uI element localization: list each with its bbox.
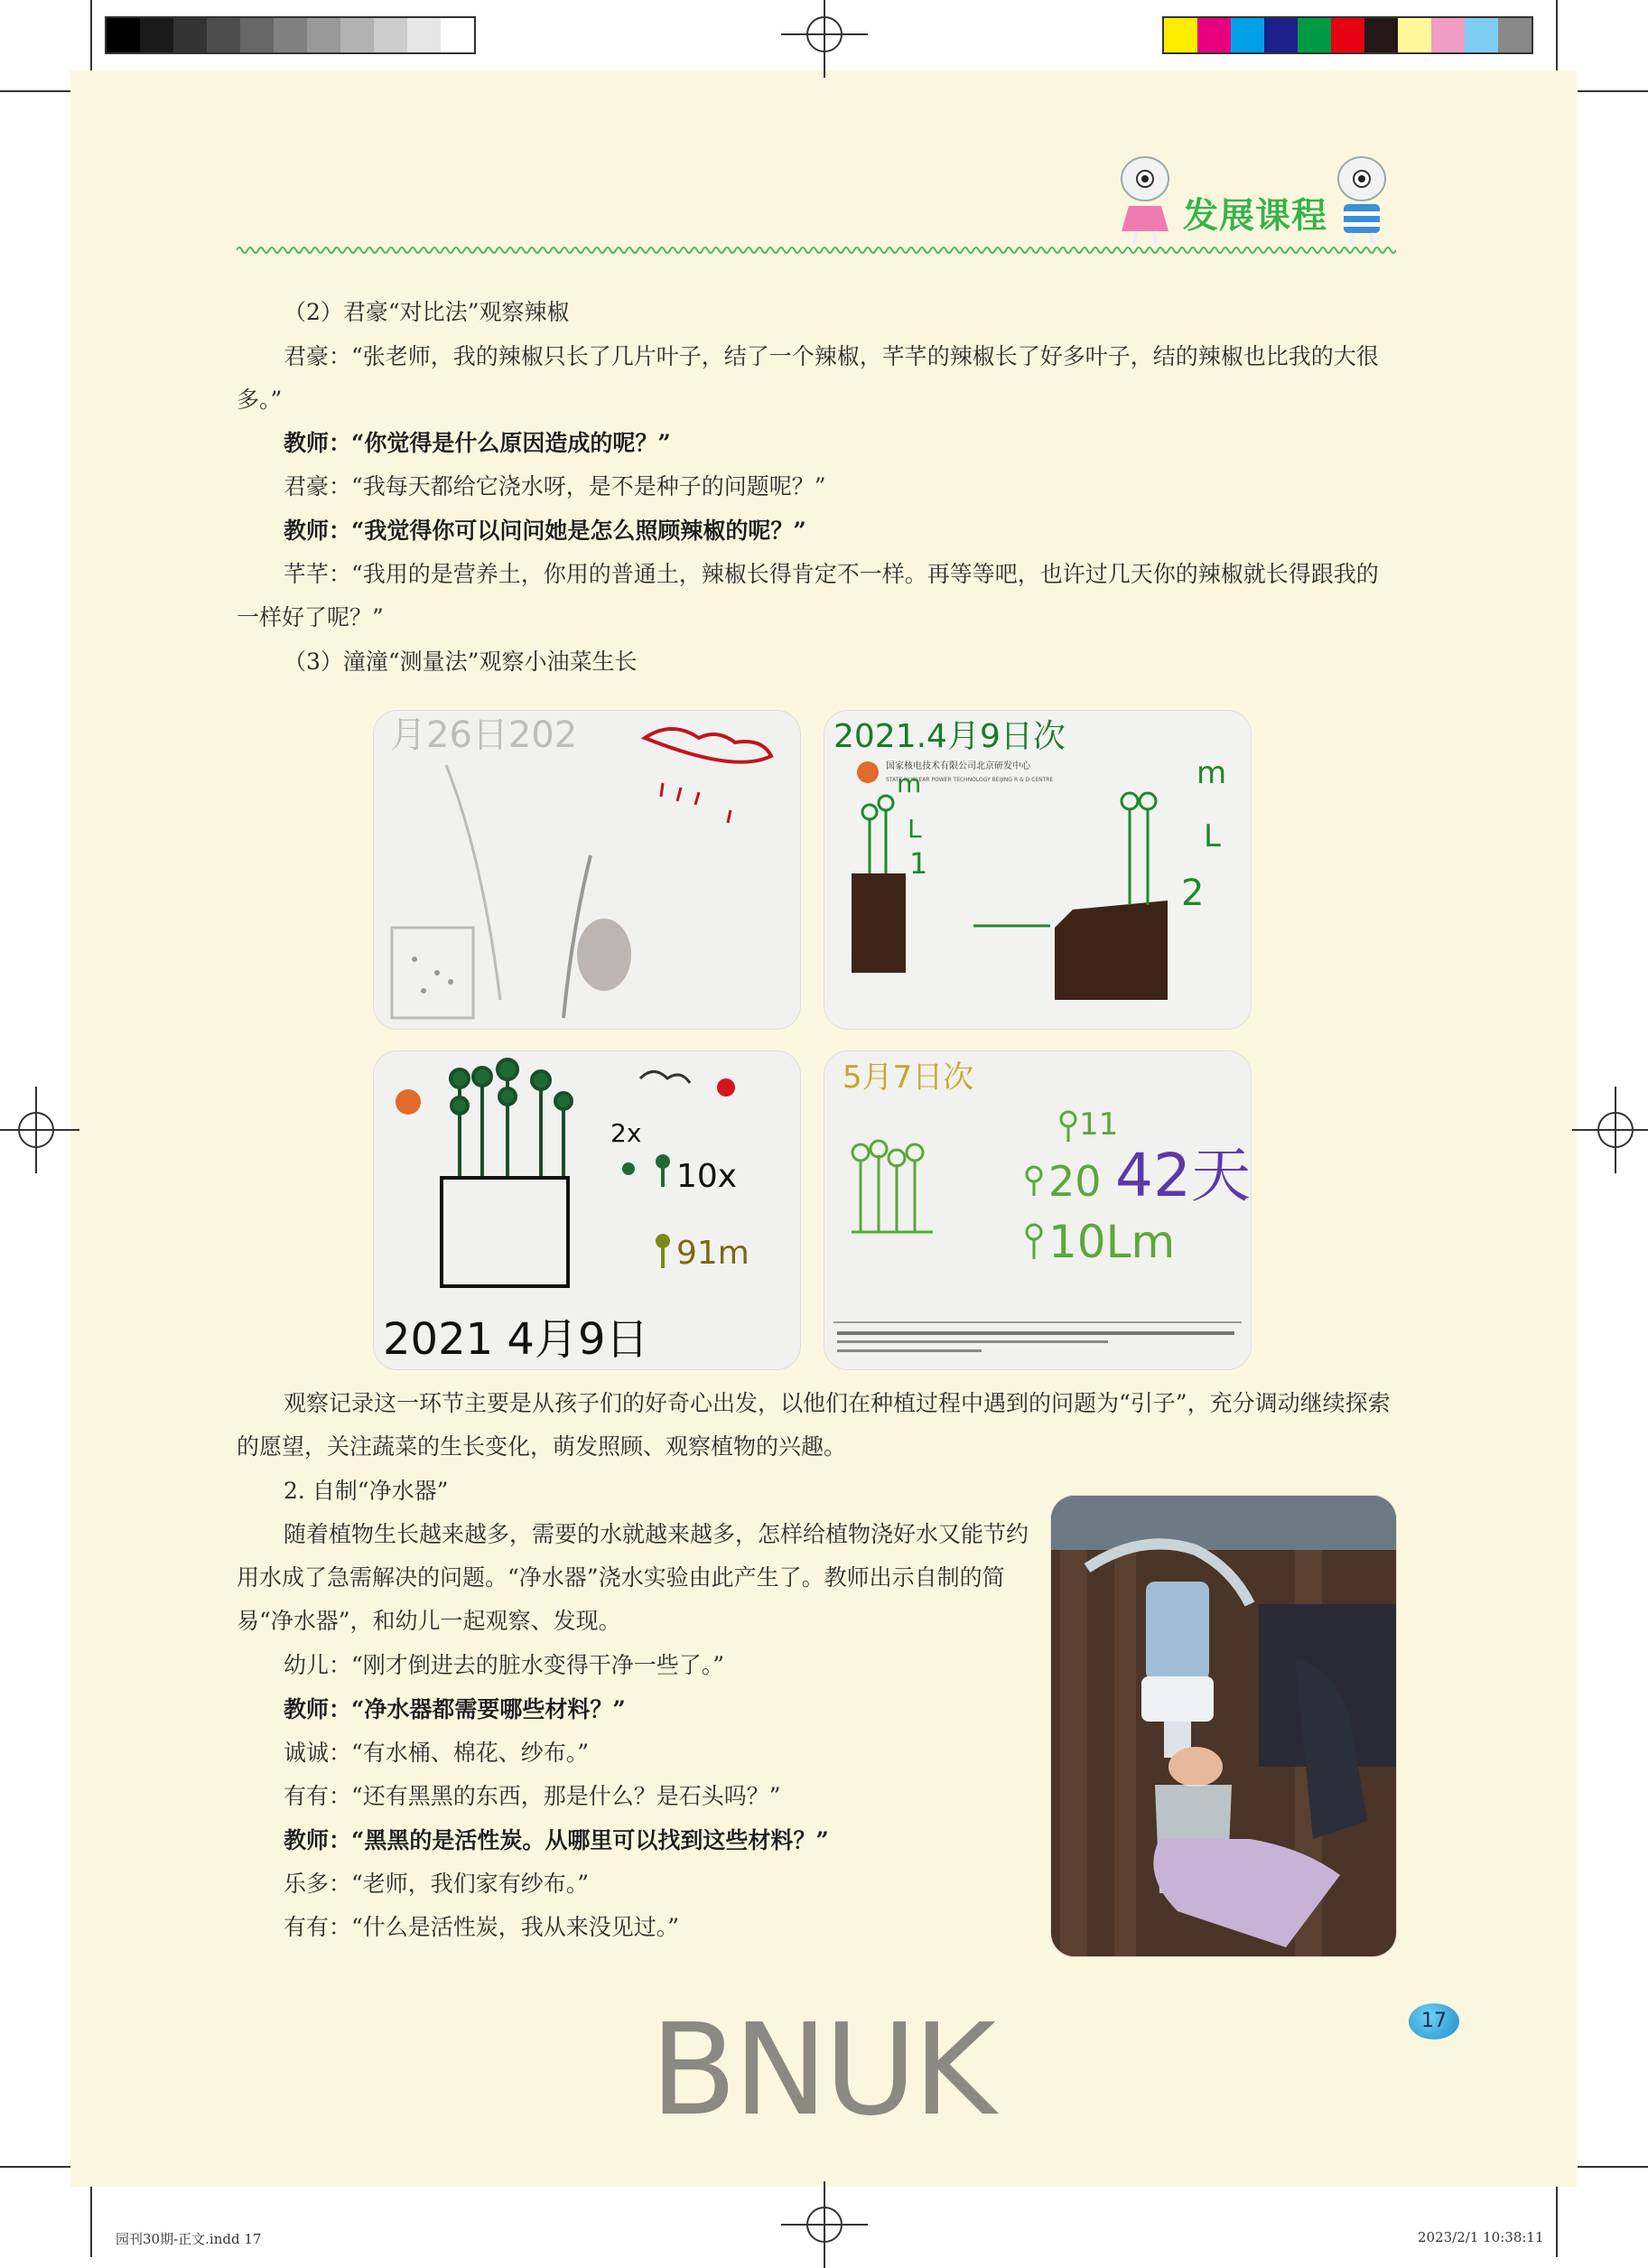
paragraph: 教师：“黑黑的是活性炭。从哪里可以找到这些材料？” <box>284 1827 829 1853</box>
registration-mark <box>806 2207 843 2243</box>
paragraph: 教师：“净水器都需要哪些材料？” <box>284 1696 626 1722</box>
paragraph: 2. 自制“净水器” <box>284 1478 449 1504</box>
crop-mark <box>1556 0 1558 70</box>
child-drawing-photo <box>374 711 800 1029</box>
paragraph: 君豪：“我每天都给它浇水呀，是不是种子的问题呢？” <box>284 473 826 499</box>
paragraph: （2）君豪“对比法”观察辣椒 <box>284 299 570 325</box>
crop-mark <box>0 2166 70 2168</box>
drawing-mark-text: 2x <box>610 1118 642 1148</box>
calibration-swatch <box>1398 18 1431 52</box>
footer-timestamp: 2023/2/1 10:38:11 <box>1418 2229 1544 2245</box>
calibration-swatch <box>407 18 441 52</box>
calibration-swatch <box>1197 18 1231 52</box>
calibration-swatch <box>107 18 140 52</box>
paragraph: 教师：“你觉得是什么原因造成的呢？” <box>284 430 671 456</box>
page-number: 17 <box>1409 2003 1459 2039</box>
gray-calibration-bar <box>105 16 476 54</box>
paragraph: 有有：“还有黑黑的东西，那是什么？是石头吗？” <box>284 1783 781 1809</box>
color-calibration-bar <box>1162 16 1533 54</box>
drawing-mark-text: m <box>897 769 922 798</box>
header-divider <box>237 244 1396 257</box>
calibration-swatch <box>1298 18 1331 52</box>
paragraph: （3）潼潼“测量法”观察小油菜生长 <box>284 649 638 675</box>
footer-file-label: 园刊30期-正文.indd 17 <box>116 2231 262 2247</box>
calibration-swatch <box>1164 18 1197 52</box>
calibration-swatch <box>240 18 274 52</box>
calibration-swatch <box>441 18 474 52</box>
calibration-swatch <box>207 18 240 52</box>
water-purifier-photo <box>1051 1496 1396 1956</box>
drawing-mark-text: 11 <box>1079 1106 1119 1143</box>
child-drawing-photo <box>824 711 1251 1029</box>
paragraph: 幼儿：“刚才倒进去的脏水变得干净一些了。” <box>284 1652 725 1678</box>
section-title: 发展课程 <box>1183 196 1328 237</box>
drawing-date-text: 2021.4月9日次 <box>833 718 1066 755</box>
drawing-mark-text: m <box>1196 755 1227 791</box>
paragraph: 乐多：“老师，我们家有纱布。” <box>284 1871 590 1897</box>
calibration-swatch <box>374 18 407 52</box>
drawing-mark-text: 42天 <box>1115 1141 1251 1210</box>
drawing-mark-text: 10x <box>676 1158 738 1195</box>
child-drawing-photo <box>824 1051 1251 1369</box>
watermark-text: BNUK <box>650 1997 993 2144</box>
paragraph: 随着植物生长越来越多，需要的水就越来越多，怎样给植物浇好水又能节约用水成了急需解决的问题。“净水器”浇水实验由此产生了。教师出示自制的简易“净水器”，和幼儿一起观察、发现。 <box>237 1521 1029 1634</box>
calibration-swatch <box>274 18 307 52</box>
drawing-date-text: 月26日202 <box>390 714 578 756</box>
calibration-swatch <box>307 18 340 52</box>
calibration-swatch <box>1431 18 1465 52</box>
mascot-girl-icon <box>1109 152 1181 247</box>
registration-mark <box>806 16 843 52</box>
paragraph: 有有：“什么是活性炭，我从来没见过。” <box>284 1914 680 1940</box>
drawing-mark-text: 91m <box>676 1235 750 1272</box>
paragraph: 诚诚：“有水桶、棉花、纱布。” <box>284 1740 590 1766</box>
drawing-date-text: 2021 4月9日 <box>383 1314 649 1365</box>
registration-mark <box>1597 1112 1634 1148</box>
calibration-swatch <box>1364 18 1398 52</box>
paragraph: 君豪：“张老师，我的辣椒只长了几片叶子，结了一个辣椒，芊芊的辣椒长了好多叶子，结的辣椒也比我的大很多。” <box>237 343 1379 413</box>
crop-mark <box>90 2187 92 2257</box>
calibration-swatch <box>1465 18 1498 52</box>
crop-mark <box>1556 2187 1558 2257</box>
drawing-mark-text: L <box>1204 818 1221 854</box>
drawing-mark-text: 2 <box>1181 873 1205 914</box>
crop-mark <box>1578 90 1648 92</box>
crop-mark <box>90 0 92 70</box>
calibration-swatch <box>173 18 207 52</box>
drawing-logo-en-text: STATE NUCLEAR POWER TECHNOLOGY BEIJING R & D CENTRE <box>886 777 1054 783</box>
drawing-logo-text: 国家核电技术有限公司北京研发中心 <box>886 761 1030 771</box>
drawing-date-text: 5月7日次 <box>843 1059 974 1096</box>
paragraph: 芊芊：“我用的是营养土，你用的普通土，辣椒长得肯定不一样。再等等吧，也许过几天你的辣椒就长得跟我的一样好了呢？” <box>237 561 1379 630</box>
calibration-swatch <box>1331 18 1364 52</box>
mascot-boy-icon <box>1326 152 1398 247</box>
crop-mark <box>0 90 70 92</box>
calibration-swatch <box>1231 18 1264 52</box>
drawing-mark-text: L <box>908 814 922 844</box>
crop-mark <box>1578 2166 1648 2168</box>
drawing-mark-text: 1 <box>909 846 928 881</box>
calibration-swatch <box>340 18 374 52</box>
calibration-swatch <box>1498 18 1532 52</box>
drawing-mark-text: 20 <box>1048 1157 1102 1206</box>
paragraph: 观察记录这一环节主要是从孩子们的好奇心出发，以他们在种植过程中遇到的问题为“引子”，充分调动继续探索的愿望，关注蔬菜的生长变化，萌发照顾、观察植物的兴趣。 <box>237 1390 1391 1460</box>
calibration-swatch <box>140 18 173 52</box>
registration-mark <box>18 1112 54 1148</box>
child-drawing-photo <box>374 1051 800 1369</box>
drawing-mark-text: 10Lm <box>1048 1216 1176 1268</box>
calibration-swatch <box>1264 18 1298 52</box>
paragraph: 教师：“我觉得你可以问问她是怎么照顾辣椒的呢？” <box>284 518 806 544</box>
